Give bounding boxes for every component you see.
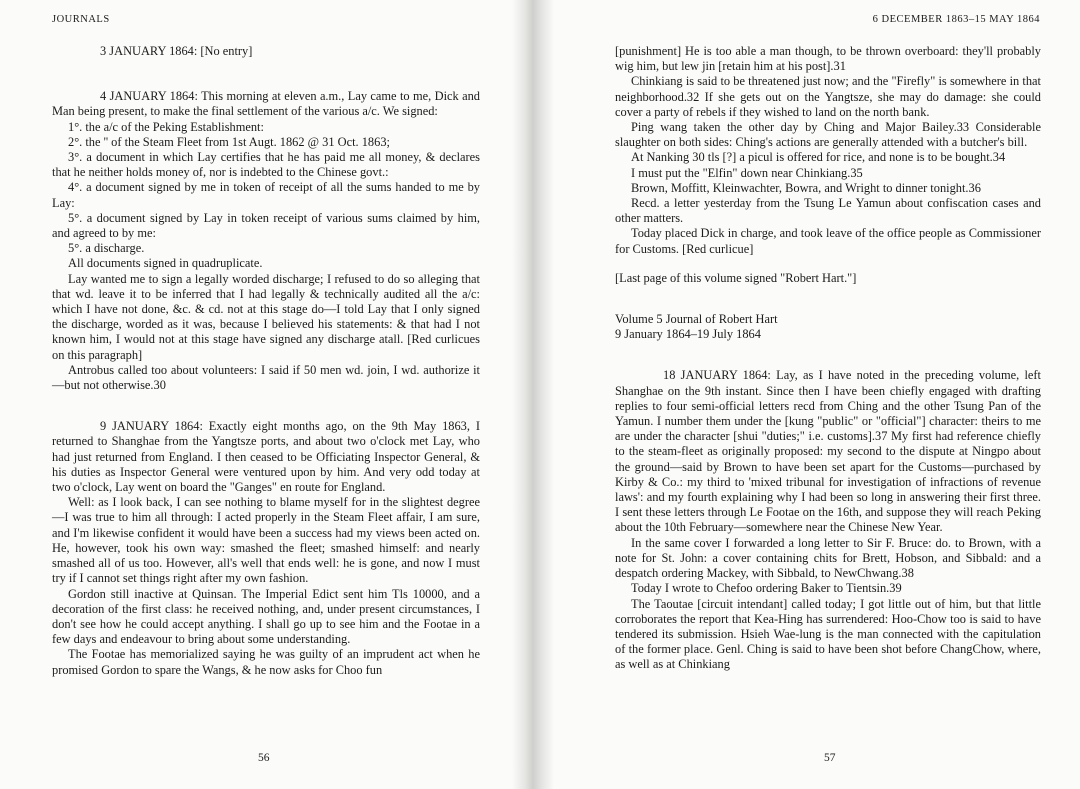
paragraph: 1°. the a/c of the Peking Establishment: xyxy=(68,119,264,134)
page-number-right: 57 xyxy=(824,752,836,764)
paragraph: 4°. a document signed by me in token of receipt of all the sums handed to me by Lay: xyxy=(52,180,480,210)
paragraph: Chinkiang is said to be threatened just now; and the "Firefly" is somewhere in that neighborhood.32 If she gets out on the Yangtsze, she may do damage: she could cover a party of rebels if they wished to land on the north bank. xyxy=(615,74,1041,119)
paragraph: At Nanking 30 tls [?] a picul is offered for rice, and none is to be bought.34 xyxy=(631,150,1006,165)
paragraph: 18 JANUARY 1864: Lay, as I have noted in the preceding volume, left Shanghae on the 9th instant. Since then I have been chiefly engaged with drafting replies to four semi-official letters recd from Ching and the other Tsung Pan of the Yamun. I number them under the [kung "public" or "official"] character: theirs to me are under the character [shui "duties;" i.e. customs].37 My first had reference chiefly to the steam-fleet as originally proposed: my second to the dispute at Ningpo about the ground—said by Brown to have been set apart for the Customs—purchased by Kirby & Co.: my third to 'mixed tribunal for investigation of infractions of revenue laws': and my fourth explaining why I had been so long in answering their first three. I sent these letters through Le Footae on the 16th, and suppose they will reach Peking about the 10th February—somewhere near the Chinese New Year. xyxy=(615,368,1041,535)
paragraph: 5°. a discharge. xyxy=(68,241,145,256)
running-head-left: JOURNALS xyxy=(52,14,110,25)
paragraph: Lay wanted me to sign a legally worded discharge; I refused to do so alleging that that wd. leave it to be inferred that I had legally & technically audited all the a/c: which I have not done, &c. & cd. not at this stage do—I told Lay that I only signed the discharge, worded as it was, because I believed his statements: & that had I not known him, I would not at this stage have signed any discharge atall. [Red curlicues on this paragraph] xyxy=(52,271,480,362)
paragraph: Brown, Moffitt, Kleinwachter, Bowra, and Wright to dinner tonight.36 xyxy=(631,180,981,195)
book-gutter xyxy=(512,0,554,789)
paragraph: 3°. a document in which Lay certifies that he has paid me all money, & declares that he neither holds money of, nor is indebted to the Chinese govt.: xyxy=(52,150,480,180)
paragraph: All documents signed in quadruplicate. xyxy=(68,256,263,271)
paragraph: In the same cover I forwarded a long letter to Sir F. Bruce: do. to Brown, with a note for St. John: a cover containing chits for Brett, Hobson, and Sibbald: and a despatch ordering Mackey, with Sibbald, to NewChwang.38 xyxy=(615,535,1041,581)
paragraph: Today I wrote to Chefoo ordering Baker to Tientsin.39 xyxy=(631,581,902,596)
left-page-text xyxy=(52,44,480,678)
volume-dates: 9 January 1864–19 July 1864 xyxy=(615,327,761,342)
right-page-text xyxy=(615,44,1041,673)
left-page xyxy=(0,0,530,789)
paragraph: Well: as I look back, I can see nothing to blame myself for in the slightest degree—I was true to him all through: I acted properly in the Steam Fleet affair, I am sure, and I'm likewise confident it would have been a success had my views been acted on. He, however, took his own way: smashed the fleet; smashed himself: and nearly smashed all of us too. However, all's well that ends well: he is gone, and now I must try if I cannot set things right after my own fashion. xyxy=(52,495,480,586)
page-number-left: 56 xyxy=(258,752,270,764)
paragraph: Gordon still inactive at Quinsan. The Imperial Edict sent him Tls 10000, and a decoration of the first class: he received nothing, and, under present circumstances, I don't see how he could accept anything. I shall go up to see him and the Footae in a few days and endeavour to bring about some understanding. xyxy=(52,586,480,647)
running-head-right: 6 DECEMBER 1863–15 MAY 1864 xyxy=(872,14,1040,25)
right-page xyxy=(530,0,1080,789)
paragraph: Antrobus called too about volunteers: I said if 50 men wd. join, I wd. authorize it—but not otherwise.30 xyxy=(52,362,480,393)
paragraph: 2°. the '' of the Steam Fleet from 1st Augt. 1862 @ 31 Oct. 1863; xyxy=(68,134,390,149)
paragraph: Ping wang taken the other day by Ching and Major Bailey.33 Considerable slaughter on both sides: Ching's actions are generally attended with a butcher's bill. xyxy=(615,120,1041,150)
paragraph: The Taoutae [circuit intendant] called today; I got little out of him, but that little corroborates the report that Kea-Hing has surrendered: Hoo-Chow too is said to have tendered its submission. Hsieh Wae-lung is the man connected with the capitulation of the former place. Genl. Ching is said to have been shot before ChangChow, where, as well as at Chinkiang xyxy=(615,596,1041,672)
volume-title: Volume 5 Journal of Robert Hart xyxy=(615,312,778,327)
paragraph: The Footae has memorialized saying he was guilty of an imprudent act when he promised Gordon to spare the Wangs, & he now asks for Choo fun xyxy=(52,647,480,677)
paragraph: [punishment] He is too able a man though, to be thrown overboard: they'll probably wig him, but lew jin [retain him at his post].31 xyxy=(615,44,1041,74)
paragraph: 3 JANUARY 1864: [No entry] xyxy=(100,44,253,58)
paragraph: 4 JANUARY 1864: This morning at eleven a.m., Lay came to me, Dick and Man being present, to make the final settlement of the various a/c. We signed: xyxy=(52,89,480,119)
paragraph: 9 JANUARY 1864: Exactly eight months ago, on the 9th May 1863, I returned to Shanghae from the Yangtsze ports, and about two o'clock met Lay, who had just returned from England. I then ceased to be Officiating Inspector General, & his duties as Inspector General were ventured upon by him. And very odd today at two o'clock, Lay went on board the "Ganges" en route for England. xyxy=(52,419,480,495)
paragraph: 5°. a document signed by Lay in token receipt of various sums claimed by him, and agreed to by me: xyxy=(52,210,480,241)
paragraph: I must put the "Elfin" down near Chinkiang.35 xyxy=(631,165,863,180)
paragraph: Recd. a letter yesterday from the Tsung Le Yamun about confiscation cases and other matters. xyxy=(615,196,1041,226)
paragraph: Today placed Dick in charge, and took leave of the office people as Commissioner for Customs. [Red curlicue] xyxy=(615,226,1041,256)
paragraph: [Last page of this volume signed "Robert Hart."] xyxy=(615,270,857,285)
